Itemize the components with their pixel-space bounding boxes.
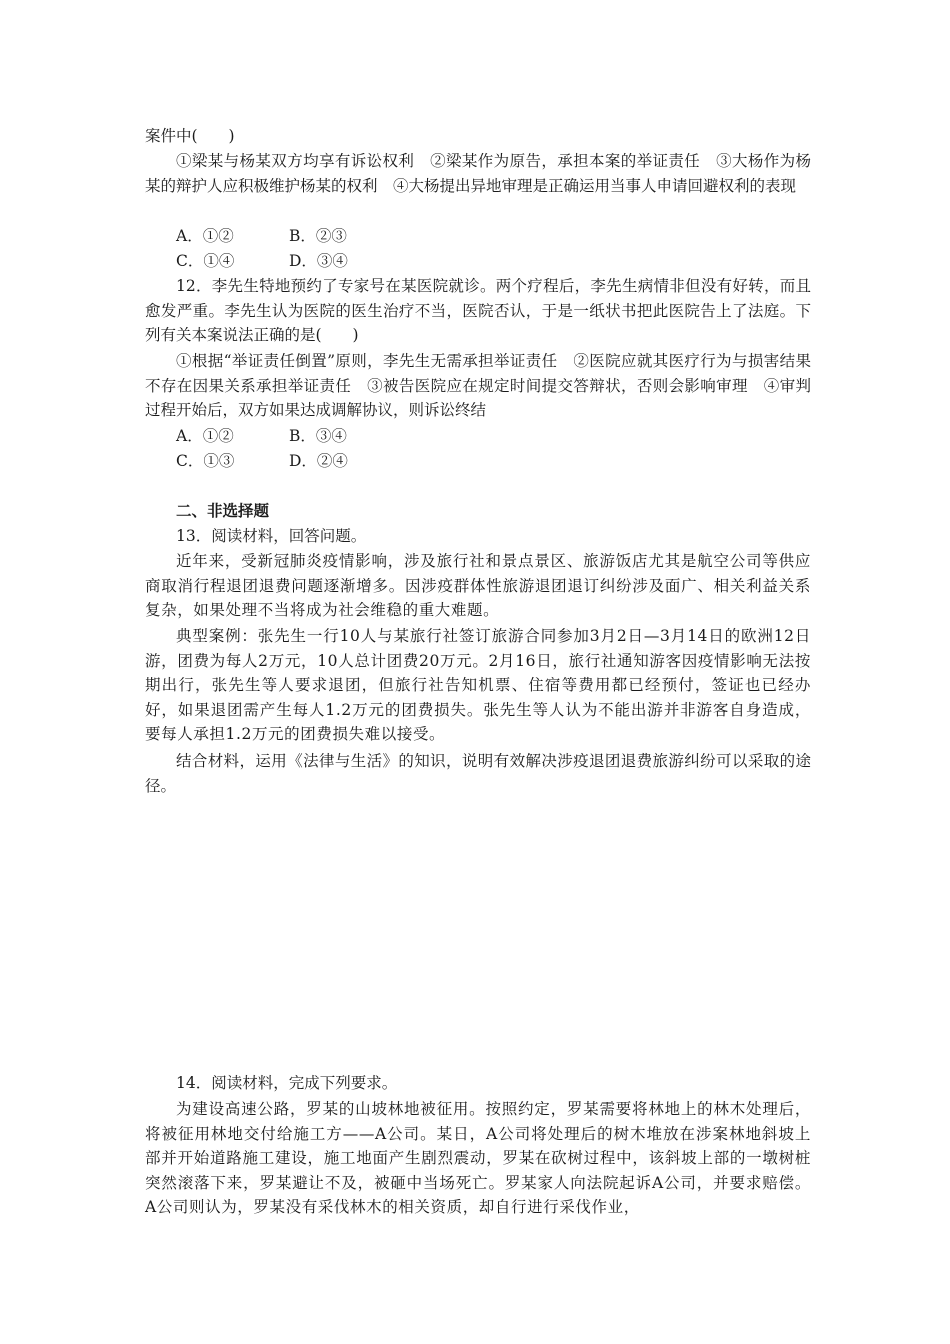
q11-option-d: D．③④	[289, 252, 348, 270]
q13-paragraph-1: 近年来，受新冠肺炎疫情影响，涉及旅行社和景点景区、旅游饭店尤其是航空公司等供应商取消行程退团退费问题逐渐增多。因涉疫群体性旅游退团退订纠纷涉及面广、相关利益关系复杂，如果处理不当将成为社会维稳的重大难题。	[145, 552, 811, 620]
q11-stem-tail: 案件中( )	[145, 127, 235, 145]
q12-options-row-2	[176, 449, 348, 474]
q12-option-b: B．③④	[289, 427, 347, 445]
q12-option-c: C．①③	[176, 452, 235, 470]
q11-option-a: A．①②	[176, 227, 234, 245]
q11-statements: ①梁某与杨某双方均享有诉讼权利 ②梁某作为原告，承担本案的举证责任 ③大杨作为杨某的辩护人应积极维护杨某的权利 ④大杨提出异地审理是正确运用当事人申请回避权利的表现	[145, 152, 811, 195]
q13-question: 结合材料，运用《法律与生活》的知识，说明有效解决涉疫退团退费旅游纠纷可以采取的途径。	[145, 752, 811, 795]
section-heading-non-choice: 二、非选择题	[176, 501, 270, 520]
q11-option-c: C．①④	[176, 252, 235, 270]
q14-paragraph-1: 为建设高速公路，罗某的山坡林地被征用。按照约定，罗某需要将林地上的林木处理后，将被征用林地交付给施工方——A公司。某日，A公司将处理后的树木堆放在涉案林地斜坡上部并开始道路施工建设，施工地面产生剧烈震动，罗某在砍树过程中，该斜坡上部的一墩树桩突然滚落下来，罗某避让不及，被砸中当场死亡。罗某家人向法院起诉A公司，并要求赔偿。A公司则认为，罗某没有采伐林木的相关资质，却自行进行采伐作业，	[145, 1100, 811, 1217]
q12-options-row-1	[176, 424, 347, 449]
q11-options-row-2	[176, 249, 348, 274]
q12-stem: 12．李先生特地预约了专家号在某医院就诊。两个疗程后，李先生病情非但没有好转，而且愈发严重。李先生认为医院的医生治疗不当，医院否认，于是一纸状书把此医院告上了法庭。下列有关本案说法正确的是( )	[145, 277, 811, 345]
q12-statements: ①根据“举证责任倒置”原则，李先生无需承担举证责任 ②医院应就其医疗行为与损害结果不存在因果关系承担举证责任 ③被告医院应在规定时间提交答辩状，否则会影响审理 ④审判过程开始后，双方如果达成调解协议，则诉讼终结	[145, 352, 811, 420]
q13-prompt: 13．阅读材料，回答问题。	[176, 527, 367, 545]
q12-option-d: D．②④	[289, 452, 348, 470]
q11-options-row-1	[176, 224, 347, 249]
q13-paragraph-2: 典型案例：张先生一行10人与某旅行社签订旅游合同参加3月2日—3月14日的欧洲12日游，团费为每人2万元，10人总计团费20万元。2月16日，旅行社通知游客因疫情影响无法按期出行，张先生等人要求退团，但旅行社告知机票、住宿等费用都已经预付，签证也已经办好，如果退团需产生每人1.2万元的团费损失。张先生等人认为不能出游并非游客自身造成，要每人承担1.2万元的团费损失难以接受。	[145, 627, 811, 744]
q14-prompt: 14．阅读材料，完成下列要求。	[176, 1074, 398, 1092]
q12-option-a: A．①②	[176, 427, 234, 445]
q11-option-b: B．②③	[289, 227, 347, 245]
